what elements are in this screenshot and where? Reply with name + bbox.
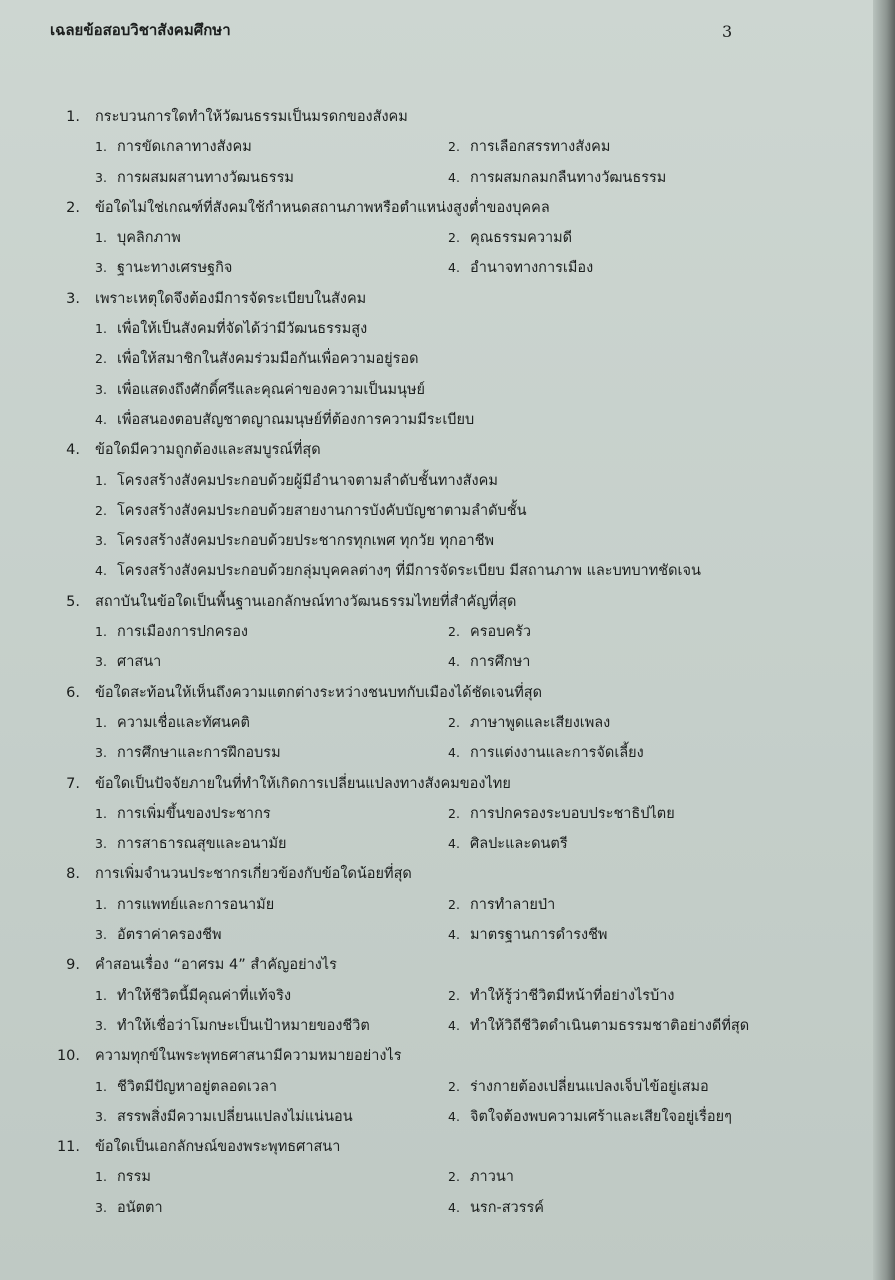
option-number: 3. — [95, 533, 107, 549]
option-number: 2. — [448, 1169, 460, 1185]
question-text: สถาบันในข้อใดเป็นพื้นฐานเอกลักษณ์ทางวัฒนธรรมไทยที่สำคัญที่สุด — [95, 593, 517, 610]
option-number: 3. — [95, 654, 107, 670]
question-stem — [0, 769, 860, 799]
option-text: บุคลิกภาพ — [117, 230, 181, 247]
option-text: โครงสร้างสังคมประกอบด้วยผู้มีอำนาจตามลำดับชั้นทางสังคม — [117, 472, 498, 489]
option-number: 3. — [95, 1017, 107, 1033]
option-number: 1. — [95, 1169, 107, 1185]
option-text: ทำให้วิถีชีวิตดำเนินตามธรรมชาติอย่างดีที่สุด — [470, 1017, 750, 1034]
option-text: ศิลปะและดนตรี — [470, 836, 568, 853]
question-text: กระบวนการใดทำให้วัฒนธรรมเป็นมรดกของสังคม — [95, 109, 408, 125]
option-number: 3. — [95, 745, 107, 761]
question-number: 4. — [66, 442, 80, 459]
option-text: ทำให้รู้ว่าชีวิตมีหน้าที่อย่างไรบ้าง — [470, 987, 675, 1004]
option-number: 1. — [95, 624, 107, 640]
answer-option — [95, 1162, 151, 1192]
option-number: 1. — [95, 139, 107, 155]
question-text: ข้อใดสะท้อนให้เห็นถึงความแตกต่างระหว่างชนบทกับเมืองได้ชัดเจนที่สุด — [95, 684, 543, 701]
option-number: 2. — [448, 139, 460, 155]
option-text: การศึกษาและการฝึกอบรม — [117, 745, 281, 762]
answer-option — [448, 799, 675, 829]
question-item — [0, 678, 860, 769]
question-text: คำสอนเรื่อง “อาศรม 4” สำคัญอย่างไร — [95, 957, 337, 974]
question-stem — [0, 1132, 860, 1162]
answer-option — [448, 253, 593, 283]
option-text: การผสมกลมกลืนทางวัฒนธรรม — [470, 169, 667, 186]
answer-option — [95, 981, 291, 1011]
option-row — [0, 647, 860, 677]
option-row — [0, 496, 860, 526]
answer-option — [95, 708, 250, 738]
option-text: ทำให้ชีวิตนี้มีคุณค่าที่แท้จริง — [117, 987, 292, 1004]
answer-option — [95, 1072, 277, 1102]
option-row — [0, 1102, 860, 1132]
question-stem — [0, 1041, 860, 1071]
question-item — [0, 859, 860, 950]
option-row — [0, 253, 860, 283]
option-text: การสาธารณสุขและอนามัย — [117, 836, 287, 853]
option-number: 4. — [448, 745, 460, 761]
answer-option — [95, 890, 274, 920]
option-text: ความเชื่อและทัศนคติ — [117, 714, 250, 731]
option-number: 1. — [95, 714, 107, 730]
option-text: อนัตตา — [117, 1199, 163, 1216]
option-text: สรรพสิ่งมีความเปลี่ยนแปลงไม่แน่นอน — [117, 1108, 353, 1125]
question-stem — [0, 678, 860, 708]
option-row — [0, 1011, 860, 1041]
option-text: การแพทย์และการอนามัย — [117, 896, 275, 913]
option-text: ชีวิตมีปัญหาอยู่ตลอดเวลา — [117, 1078, 277, 1095]
option-text: เพื่อสนองตอบสัญชาตญาณมนุษย์ที่ต้องการความมีระเบียบ — [117, 411, 475, 428]
answer-option — [95, 405, 474, 435]
question-number: 9. — [66, 957, 80, 974]
question-stem — [0, 950, 860, 980]
option-row — [0, 890, 860, 920]
question-text: ความทุกข์ในพระพุทธศาสนามีความหมายอย่างไร — [95, 1048, 402, 1065]
option-row — [0, 738, 860, 768]
question-stem — [0, 435, 860, 465]
option-row — [0, 163, 860, 193]
option-number: 4. — [448, 169, 460, 185]
answer-option — [95, 1193, 163, 1223]
option-row — [0, 617, 860, 647]
option-number: 2. — [448, 230, 460, 246]
answer-option — [448, 708, 610, 738]
option-number: 1. — [95, 1078, 107, 1094]
question-number: 7. — [66, 775, 80, 792]
answer-option — [95, 375, 425, 405]
option-text: อัตราค่าครองชีพ — [117, 927, 222, 944]
option-number: 3. — [95, 381, 107, 397]
page-number: 3 — [722, 22, 733, 41]
answer-option — [95, 496, 527, 526]
answer-option — [448, 981, 674, 1011]
answer-option — [448, 647, 530, 677]
option-text: คุณธรรมความดี — [470, 230, 573, 247]
option-text: การผสมผสานทางวัฒนธรรม — [117, 169, 294, 186]
question-number: 1. — [66, 109, 80, 125]
option-row — [0, 799, 860, 829]
question-stem — [0, 284, 860, 314]
question-number: 10. — [56, 1048, 80, 1065]
answer-option — [95, 163, 294, 193]
option-row — [0, 1162, 860, 1192]
answer-option — [448, 890, 555, 920]
option-text: การทำลายป่า — [470, 896, 556, 913]
answer-option — [95, 526, 494, 556]
option-row — [0, 466, 860, 496]
question-item — [0, 950, 860, 1041]
option-text: ศาสนา — [117, 654, 162, 671]
answer-option — [95, 647, 161, 677]
option-row — [0, 314, 860, 344]
answer-option — [95, 253, 232, 283]
answer-option — [95, 799, 271, 829]
option-number: 4. — [448, 260, 460, 276]
option-text: การเมืองการปกครอง — [117, 624, 248, 641]
question-item — [0, 193, 860, 284]
option-text: ร่างกายต้องเปลี่ยนแปลงเจ็บไข้อยู่เสมอ — [470, 1078, 709, 1095]
question-stem — [0, 102, 860, 132]
option-row — [0, 375, 860, 405]
question-number: 3. — [66, 290, 80, 307]
answer-option — [95, 920, 222, 950]
option-text: โครงสร้างสังคมประกอบด้วยกลุ่มบุคคลต่างๆ ที่มีการจัดระเบียบ มีสถานภาพ และบทบาทชัดเจน — [117, 563, 701, 580]
page-edge-shadow — [873, 0, 895, 1280]
option-text: ภาวนา — [470, 1169, 514, 1186]
answer-option — [95, 314, 367, 344]
question-number: 6. — [66, 684, 80, 701]
option-number: 3. — [95, 169, 107, 185]
answer-option — [95, 556, 701, 586]
option-row — [0, 981, 860, 1011]
option-row — [0, 708, 860, 738]
option-number: 3. — [95, 836, 107, 852]
option-text: ทำให้เชื่อว่าโมกษะเป็นเป้าหมายของชีวิต — [117, 1017, 370, 1034]
answer-option — [448, 920, 608, 950]
question-text: ข้อใดไม่ใช่เกณฑ์ที่สังคมใช้กำหนดสถานภาพหรือตำแหน่งสูงต่ำของบุคคล — [95, 199, 550, 216]
question-text: การเพิ่มจำนวนประชากรเกี่ยวข้องกับข้อใดน้อยที่สุด — [95, 866, 412, 883]
answer-option — [448, 1072, 709, 1102]
option-number: 2. — [448, 624, 460, 640]
option-text: โครงสร้างสังคมประกอบด้วยสายงานการบังคับบัญชาตามลำดับชั้น — [117, 502, 527, 519]
option-text: การแต่งงานและการจัดเลี้ยง — [470, 745, 644, 762]
option-number: 3. — [95, 1199, 107, 1215]
option-row — [0, 405, 860, 435]
option-text: โครงสร้างสังคมประกอบด้วยประชากรทุกเพศ ทุกวัย ทุกอาชีพ — [117, 533, 495, 550]
question-stem — [0, 193, 860, 223]
option-row — [0, 344, 860, 374]
option-number: 4. — [95, 563, 107, 579]
option-text: การศึกษา — [470, 654, 531, 671]
question-item — [0, 1132, 860, 1223]
option-text: ฐานะทางเศรษฐกิจ — [117, 260, 233, 277]
question-text: ข้อใดเป็นปัจจัยภายในที่ทำให้เกิดการเปลี่ยนแปลงทางสังคมของไทย — [95, 775, 511, 792]
answer-option — [448, 1011, 749, 1041]
option-number: 4. — [448, 1108, 460, 1124]
option-number: 4. — [95, 411, 107, 427]
option-row — [0, 556, 860, 586]
question-item — [0, 284, 860, 435]
question-item — [0, 102, 860, 193]
option-number: 3. — [95, 927, 107, 943]
option-number: 1. — [95, 321, 107, 337]
option-text: ครอบครัว — [470, 624, 532, 641]
option-text: เพื่อให้เป็นสังคมที่จัดได้ว่ามีวัฒนธรรมสูง — [117, 321, 368, 338]
answer-option — [448, 1162, 514, 1192]
option-number: 2. — [95, 351, 107, 367]
answer-option — [448, 738, 644, 768]
option-row — [0, 1072, 860, 1102]
answer-option — [95, 466, 498, 496]
option-text: เพื่อแสดงถึงศักดิ์ศรีและคุณค่าของความเป็นมนุษย์ — [117, 381, 426, 398]
question-list — [0, 102, 860, 1223]
question-text: ข้อใดเป็นเอกลักษณ์ของพระพุทธศาสนา — [95, 1139, 341, 1156]
question-number: 2. — [66, 199, 80, 216]
option-row — [0, 223, 860, 253]
option-text: เพื่อให้สมาชิกในสังคมร่วมมือกันเพื่อความอยู่รอด — [117, 351, 419, 368]
option-number: 2. — [448, 987, 460, 1003]
option-text: มาตรฐานการดำรงชีพ — [470, 927, 608, 944]
option-text: ภาษาพูดและเสียงเพลง — [470, 714, 611, 731]
option-text: การเลือกสรรทางสังคม — [470, 139, 611, 156]
option-text: การปกครองระบอบประชาธิปไตย — [470, 805, 675, 822]
answer-option — [95, 1102, 353, 1132]
question-stem — [0, 859, 860, 889]
option-text: อำนาจทางการเมือง — [470, 260, 594, 277]
answer-option — [95, 738, 281, 768]
answer-option — [95, 344, 419, 374]
question-number: 5. — [66, 593, 80, 610]
option-row — [0, 132, 860, 162]
answer-option — [448, 163, 666, 193]
option-number: 2. — [448, 714, 460, 730]
answer-option — [95, 1011, 370, 1041]
question-number: 11. — [56, 1139, 80, 1156]
option-row — [0, 1193, 860, 1223]
option-number: 4. — [448, 927, 460, 943]
option-number: 2. — [95, 502, 107, 518]
question-item — [0, 769, 860, 860]
option-text: กรรม — [117, 1169, 151, 1186]
option-number: 4. — [448, 654, 460, 670]
option-number: 1. — [95, 896, 107, 912]
option-number: 1. — [95, 987, 107, 1003]
option-number: 2. — [448, 805, 460, 821]
option-text: จิตใจต้องพบความเศร้าและเสียใจอยู่เรื่อยๆ — [470, 1108, 732, 1125]
option-number: 4. — [448, 1199, 460, 1215]
option-text: การขัดเกลาทางสังคม — [117, 139, 252, 156]
option-number: 4. — [448, 1017, 460, 1033]
option-row — [0, 526, 860, 556]
option-number: 2. — [448, 896, 460, 912]
answer-option — [448, 829, 568, 859]
question-text: ข้อใดมีความถูกต้องและสมบูรณ์ที่สุด — [95, 442, 321, 459]
question-item — [0, 587, 860, 678]
answer-option — [448, 617, 531, 647]
option-number: 4. — [448, 836, 460, 852]
option-row — [0, 829, 860, 859]
answer-option — [95, 223, 181, 253]
question-item — [0, 435, 860, 586]
document-title: เฉลยข้อสอบวิชาสังคมศึกษา — [50, 21, 231, 39]
answer-option — [95, 829, 287, 859]
option-number: 3. — [95, 260, 107, 276]
question-item — [0, 1041, 860, 1132]
option-number: 1. — [95, 230, 107, 246]
question-text: เพราะเหตุใดจึงต้องมีการจัดระเบียบในสังคม — [95, 290, 367, 307]
answer-option — [95, 132, 252, 162]
option-number: 2. — [448, 1078, 460, 1094]
option-row — [0, 920, 860, 950]
option-number: 1. — [95, 805, 107, 821]
answer-option — [448, 1193, 544, 1223]
question-stem — [0, 587, 860, 617]
answer-option — [95, 617, 248, 647]
answer-option — [448, 1102, 732, 1132]
option-number: 1. — [95, 472, 107, 488]
answer-option — [448, 223, 572, 253]
option-number: 3. — [95, 1108, 107, 1124]
question-number: 8. — [66, 866, 80, 883]
option-text: การเพิ่มขึ้นของประชากร — [117, 805, 271, 822]
option-text: นรก-สวรรค์ — [470, 1199, 544, 1216]
answer-option — [448, 132, 610, 162]
